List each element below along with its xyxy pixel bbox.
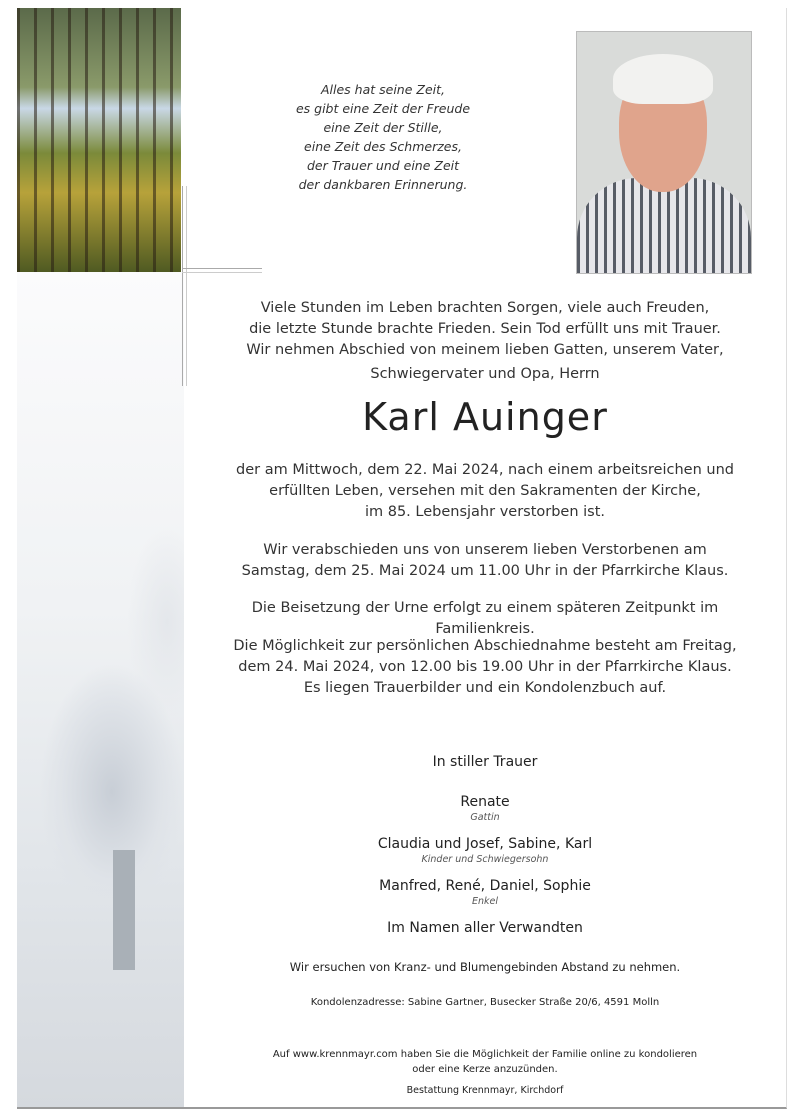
tree-trunk	[113, 850, 135, 970]
text-line: oder eine Kerze anzuzünden.	[412, 1064, 558, 1075]
poem	[250, 80, 516, 194]
mourner-role: Enkel	[471, 896, 498, 907]
mourner-names: Manfred, René, Daniel, Sophie	[379, 878, 591, 894]
text-line: dem 24. Mai 2024, von 12.00 bis 19.00 Uhr in der Pfarrkirche Klaus.	[238, 659, 732, 675]
flowers-notice: Wir ersuchen von Kranz- und Blumengebinden Abstand zu nehmen.	[289, 960, 681, 974]
text-line: Auf www.krennmayr.com haben Sie die Möglichkeit der Familie online zu kondolieren	[272, 1049, 698, 1060]
cross-icon	[182, 186, 183, 386]
forest-photo	[17, 8, 181, 272]
funeral-text	[200, 540, 770, 582]
intro-text	[200, 298, 770, 385]
text-line: erfüllten Leben, versehen mit den Sakramenten der Kirche,	[269, 483, 701, 499]
deceased-name: Karl Auinger	[362, 395, 608, 439]
mourner-role: Kinder und Schwiegersohn	[421, 854, 549, 865]
text-line: die letzte Stunde brachte Frieden. Sein Tod erfüllt uns mit Trauer.	[249, 321, 721, 337]
mourning-heading: In stiller Trauer	[432, 754, 538, 770]
text-line: im 85. Lebensjahr verstorben ist.	[364, 504, 606, 520]
cross-line	[182, 272, 262, 273]
cross-line	[182, 268, 262, 269]
tree-background-image	[17, 272, 184, 1107]
mourner-role: Gattin	[470, 812, 500, 823]
text-line: Die Möglichkeit zur persönlichen Abschiednahme besteht am Freitag,	[233, 638, 737, 654]
mourner-group	[200, 876, 770, 908]
text-line: Schwiegervater und Opa, Herrn	[370, 366, 600, 382]
cross-line	[186, 186, 187, 386]
relatives-line: Im Namen aller Verwandten	[387, 920, 583, 936]
text-line: Wir verabschieden uns von unserem lieben Verstorbenen am	[263, 542, 707, 558]
text-line: Viele Stunden im Leben brachten Sorgen, viele auch Freuden,	[260, 300, 710, 316]
portrait-photo	[576, 31, 752, 274]
online-notice	[200, 1047, 770, 1077]
death-text	[200, 460, 770, 523]
mourner-group	[200, 792, 770, 824]
text-line: Samstag, dem 25. Mai 2024 um 11.00 Uhr in der Pfarrkirche Klaus.	[241, 563, 729, 579]
text-line: Es liegen Trauerbilder und ein Kondolenzbuch auf.	[303, 680, 667, 696]
urn-text: Die Beisetzung der Urne erfolgt zu einem späteren Zeitpunkt im Familienkreis.	[251, 600, 719, 637]
poem-line: der Trauer und eine Zeit	[306, 158, 460, 173]
poem-line: Alles hat seine Zeit,	[321, 82, 445, 97]
mourner-names: Claudia und Josef, Sabine, Karl	[377, 836, 593, 852]
mourner-group	[200, 834, 770, 866]
condolence-address: Kondolenzadresse: Sabine Gartner, Busecker Straße 20/6, 4591 Molln	[310, 997, 660, 1008]
poem-line: eine Zeit des Schmerzes,	[304, 139, 462, 154]
poem-line: eine Zeit der Stille,	[323, 120, 443, 135]
poem-line: der dankbaren Erinnerung.	[298, 177, 468, 192]
poem-line: es gibt eine Zeit der Freude	[295, 101, 471, 116]
undertaker: Bestattung Krennmayr, Kirchdorf	[406, 1085, 564, 1096]
mourner-names: Renate	[460, 794, 510, 810]
text-line: der am Mittwoch, dem 22. Mai 2024, nach einem arbeitsreichen und	[236, 462, 734, 478]
viewing-text	[200, 636, 770, 699]
text-line: Wir nehmen Abschied von meinem lieben Gatten, unserem Vater,	[246, 342, 724, 358]
